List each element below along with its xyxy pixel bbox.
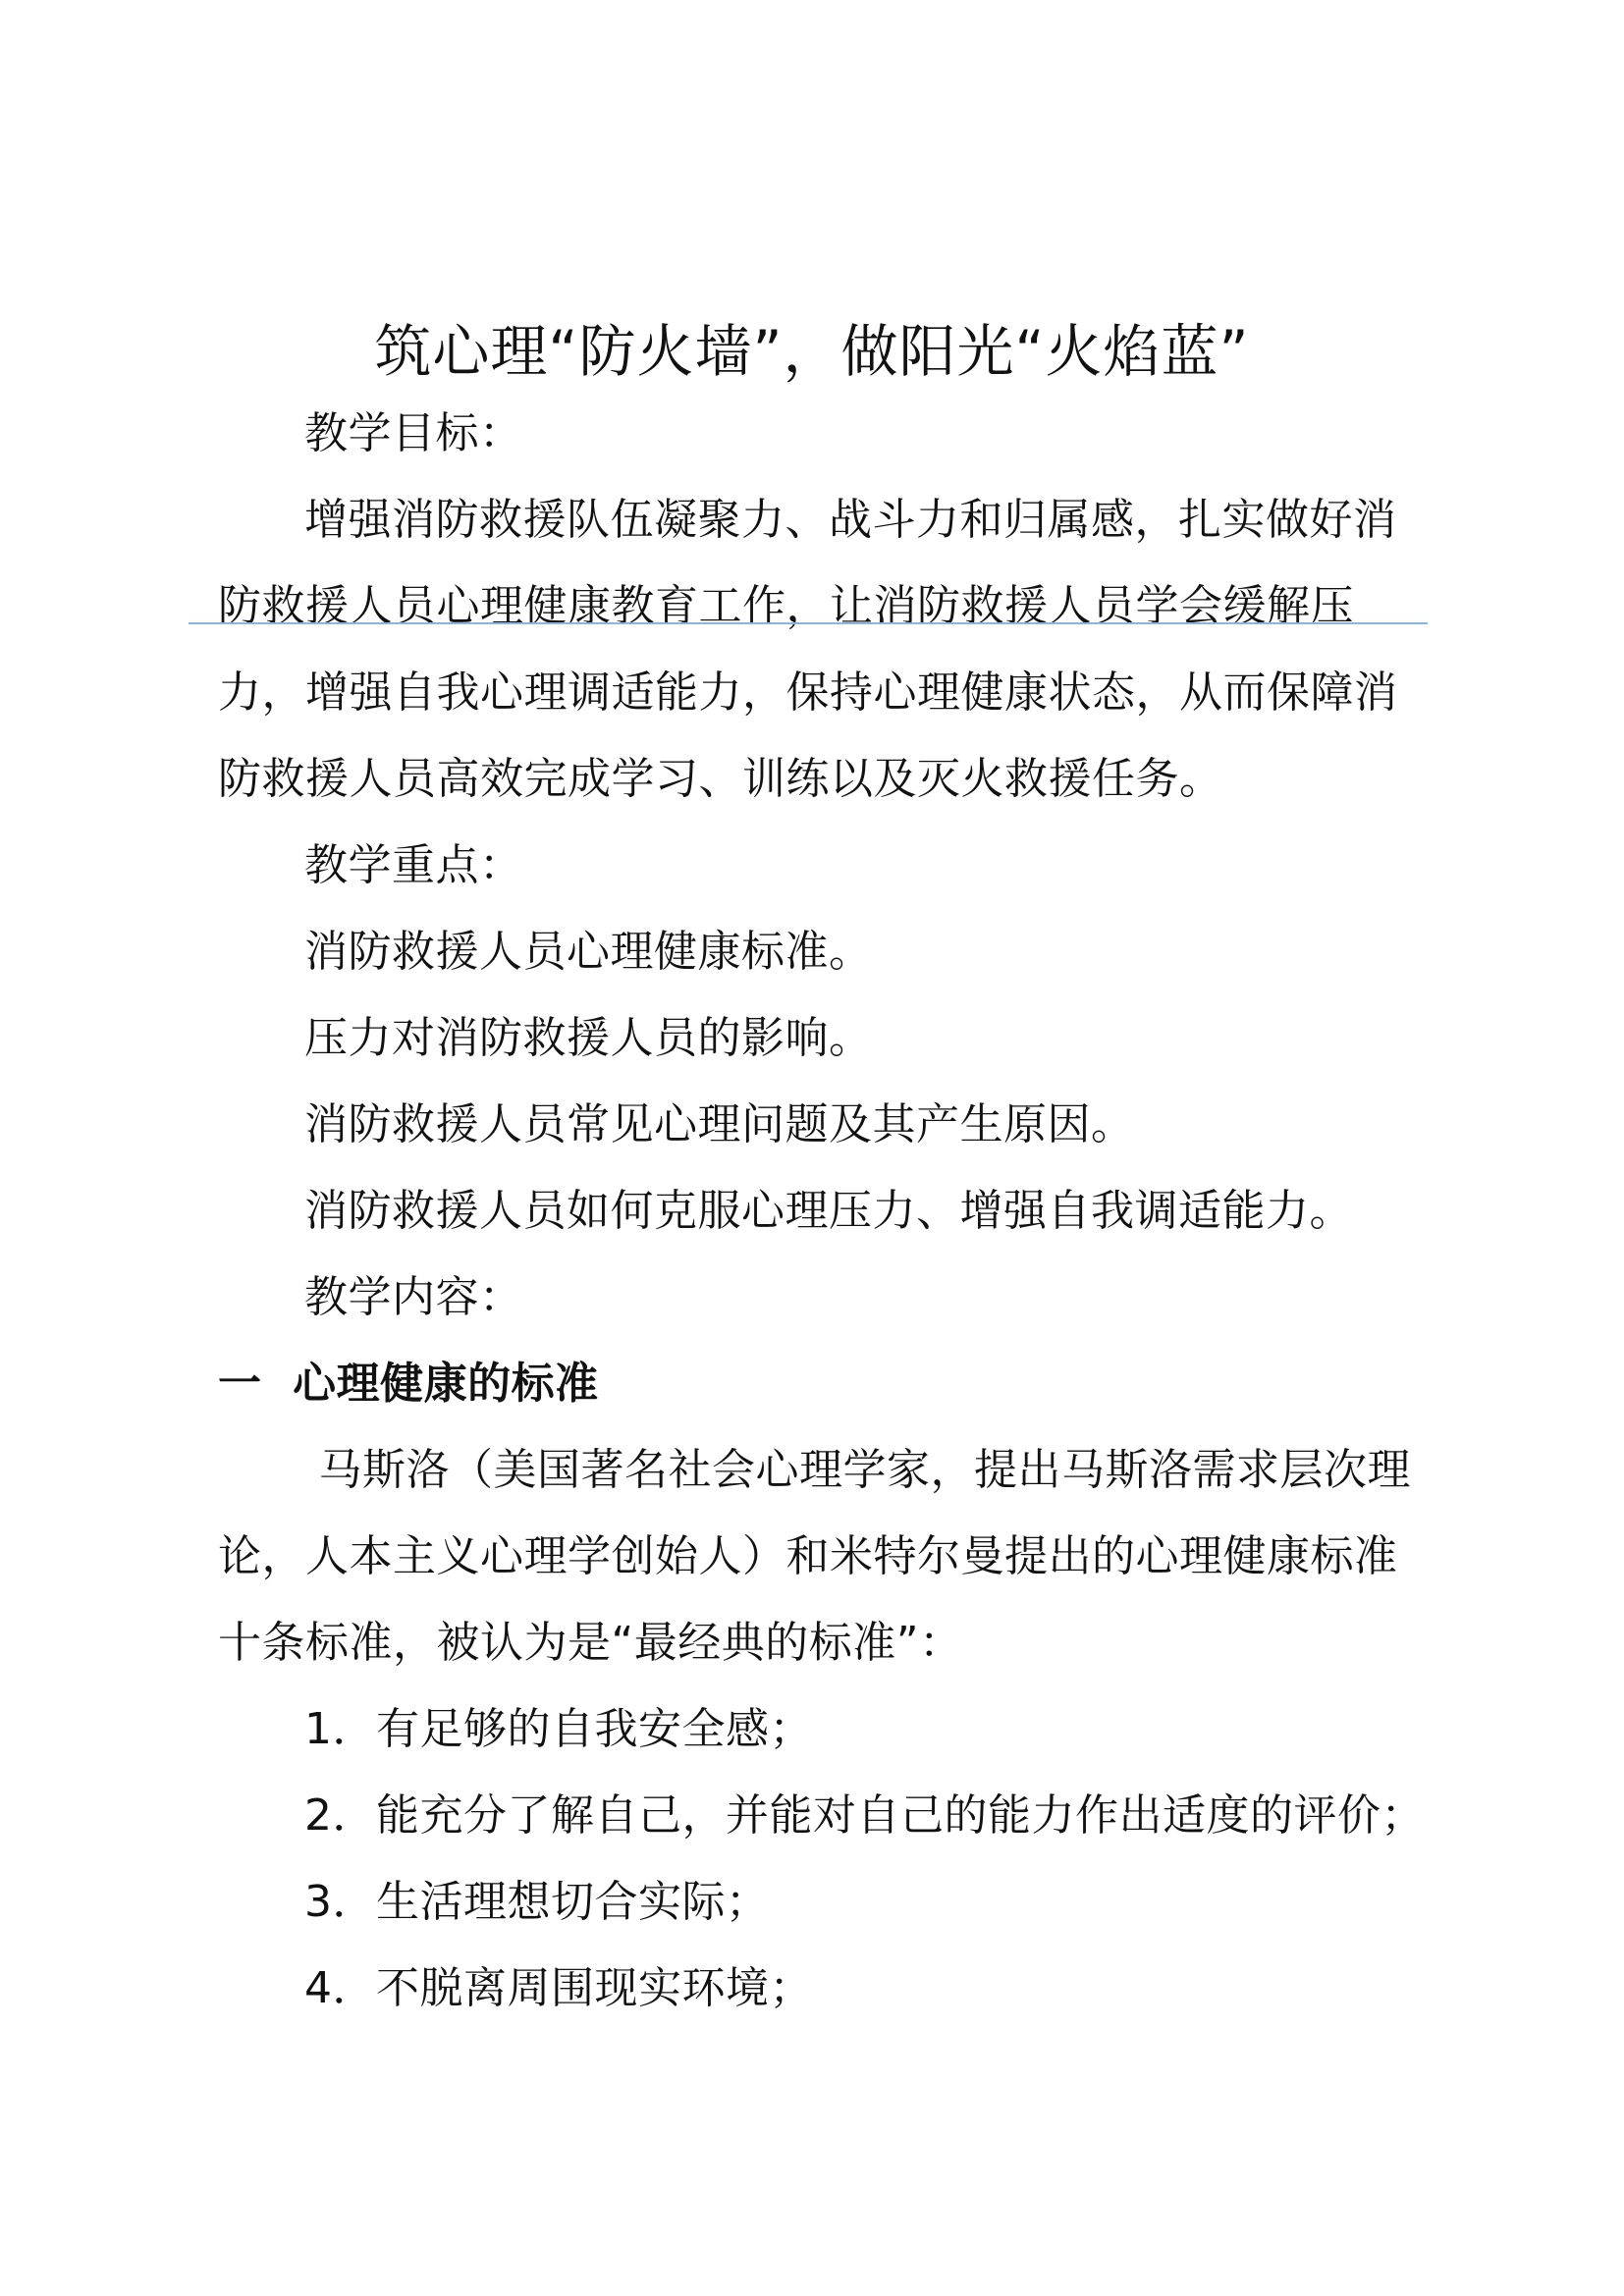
standard-item: 2．能充分了解自己，并能对自己的能力作出适度的评价； — [304, 1790, 1425, 1841]
key-point-item: 消防救援人员常见心理问题及其产生原因。 — [304, 1099, 1135, 1149]
horizontal-rule — [189, 622, 1428, 624]
key-point-item: 压力对消防救援人员的影响。 — [304, 1013, 873, 1063]
page-title: 筑心理“防火墙”，做阳光“火焰蓝” — [374, 318, 1250, 385]
section-heading: 一 心理健康的标准 — [218, 1359, 599, 1409]
objectives-label: 教学目标： — [304, 408, 523, 458]
intro-line: 马斯洛（美国著名社会心理学家，提出马斯洛需求层次理 — [304, 1445, 1411, 1495]
standard-item: 3．生活理想切合实际； — [304, 1877, 770, 1927]
key-point-item: 消防救援人员心理健康标准。 — [304, 927, 873, 977]
standard-item: 1．有足够的自我安全感； — [304, 1704, 813, 1754]
intro-line: 十条标准，被认为是“最经典的标准”： — [218, 1618, 963, 1668]
key-point-item: 消防救援人员如何克服心理压力、增强自我调适能力。 — [304, 1186, 1353, 1236]
objectives-line: 力，增强自我心理调适能力，保持心理健康状态，从而保障消 — [218, 667, 1398, 718]
objectives-line: 防救援人员心理健康教育工作，让消防救援人员学会缓解压 — [218, 581, 1354, 631]
objectives-line: 防救援人员高效完成学习、训练以及灭火救援任务。 — [218, 754, 1223, 804]
intro-line: 论，人本主义心理学创始人）和米特尔曼提出的心理健康标准 — [218, 1531, 1398, 1581]
objectives-line: 增强消防救援队伍凝聚力、战斗力和归属感，扎实做好消 — [304, 495, 1397, 545]
standard-item: 4．不脱离周围现实环境； — [304, 1963, 813, 2013]
content-label: 教学内容： — [304, 1272, 523, 1322]
key-points-label: 教学重点： — [304, 840, 523, 890]
